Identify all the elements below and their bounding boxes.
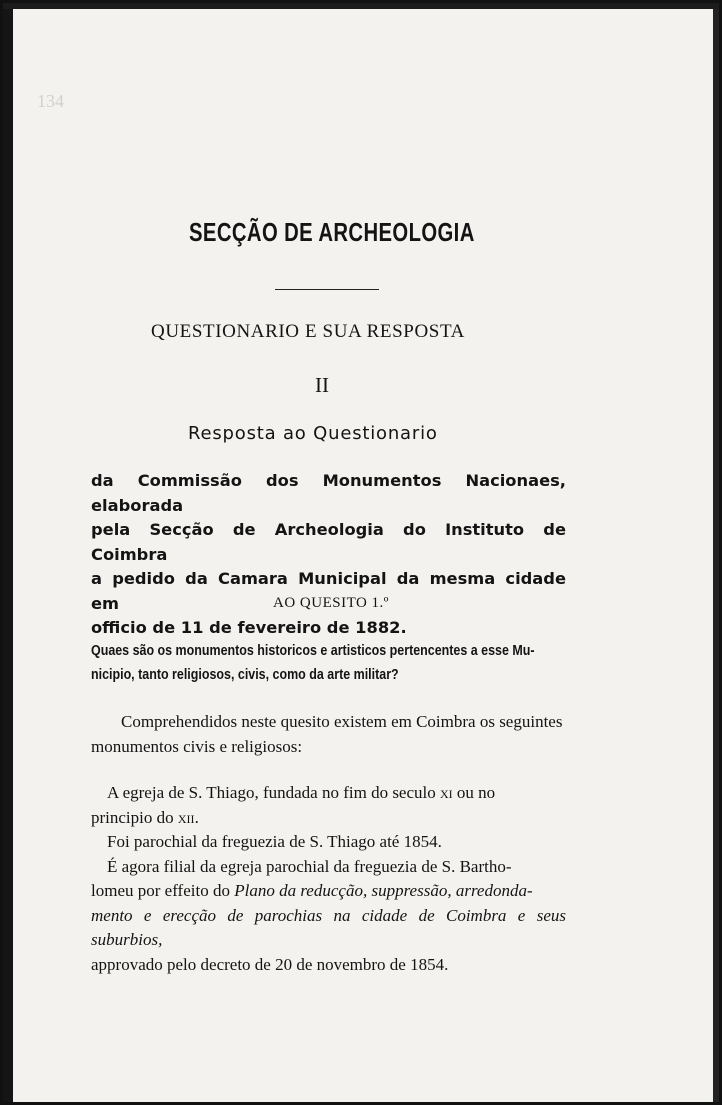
subtitle: QUESTIONARIO E SUA RESPOSTA <box>151 321 465 342</box>
question-text <box>91 639 566 687</box>
paragraph-4-line-2: lomeu por effeito do Plano da reducção, suppressão, arredonda- <box>91 881 533 900</box>
scan-edge-right <box>713 3 719 1102</box>
question-line: Quaes são os monumentos historicos e artisticos pertencentes a esse Mu- <box>91 643 535 659</box>
intro-line: da Commissão dos Monumentos Nacionaes, elaborada <box>91 471 566 515</box>
paragraph-2-line-2: principio do xii. <box>91 807 199 827</box>
paragraph-2-line-1: A egreja de S. Thiago, fundada no fim do seculo xi ou no <box>107 783 496 802</box>
scan-edge-left <box>3 3 13 1102</box>
section-title: SECÇÃO DE ARCHEOLOGIA <box>189 217 475 247</box>
paragraph-1-line-2: monumentos civis e religiosos: <box>91 736 303 756</box>
bleed-page-number: 134 <box>37 91 64 111</box>
intro-line: a pedido da Camara Municipal da mesma cidade em <box>91 569 566 613</box>
intro-line: pela Secção de Archeologia do Instituto de Coimbra <box>91 520 566 564</box>
paragraph-4-line-3: mento e erecção de parochias na cidade de Coimbra e seus suburbios, <box>91 905 566 949</box>
paragraph-1-line-1: Comprehendidos neste quesito existem em Coimbra os seguintes <box>121 712 563 731</box>
scan-edge-top <box>3 3 719 9</box>
quesito-heading: AO QUESITO 1.º <box>273 595 389 611</box>
paragraph-4-line-4: approvado pelo decreto de 20 de novembro de 1854. <box>91 954 449 974</box>
paragraph-4-line-1: É agora filial da egreja parochial da freguezia de S. Bartho- <box>107 856 512 876</box>
title-divider <box>275 289 379 290</box>
part-number: II <box>315 373 329 397</box>
intro-paragraph <box>91 469 566 641</box>
response-heading: Resposta ao Questionario <box>188 423 438 444</box>
question-line: nicipio, tanto religiosos, civis, como da arte militar? <box>91 667 399 683</box>
body-text <box>91 710 566 977</box>
intro-line: officio de 11 de fevereiro de 1882. <box>91 618 407 637</box>
paragraph-3: Foi parochial da freguezia de S. Thiago até 1854. <box>107 832 442 851</box>
